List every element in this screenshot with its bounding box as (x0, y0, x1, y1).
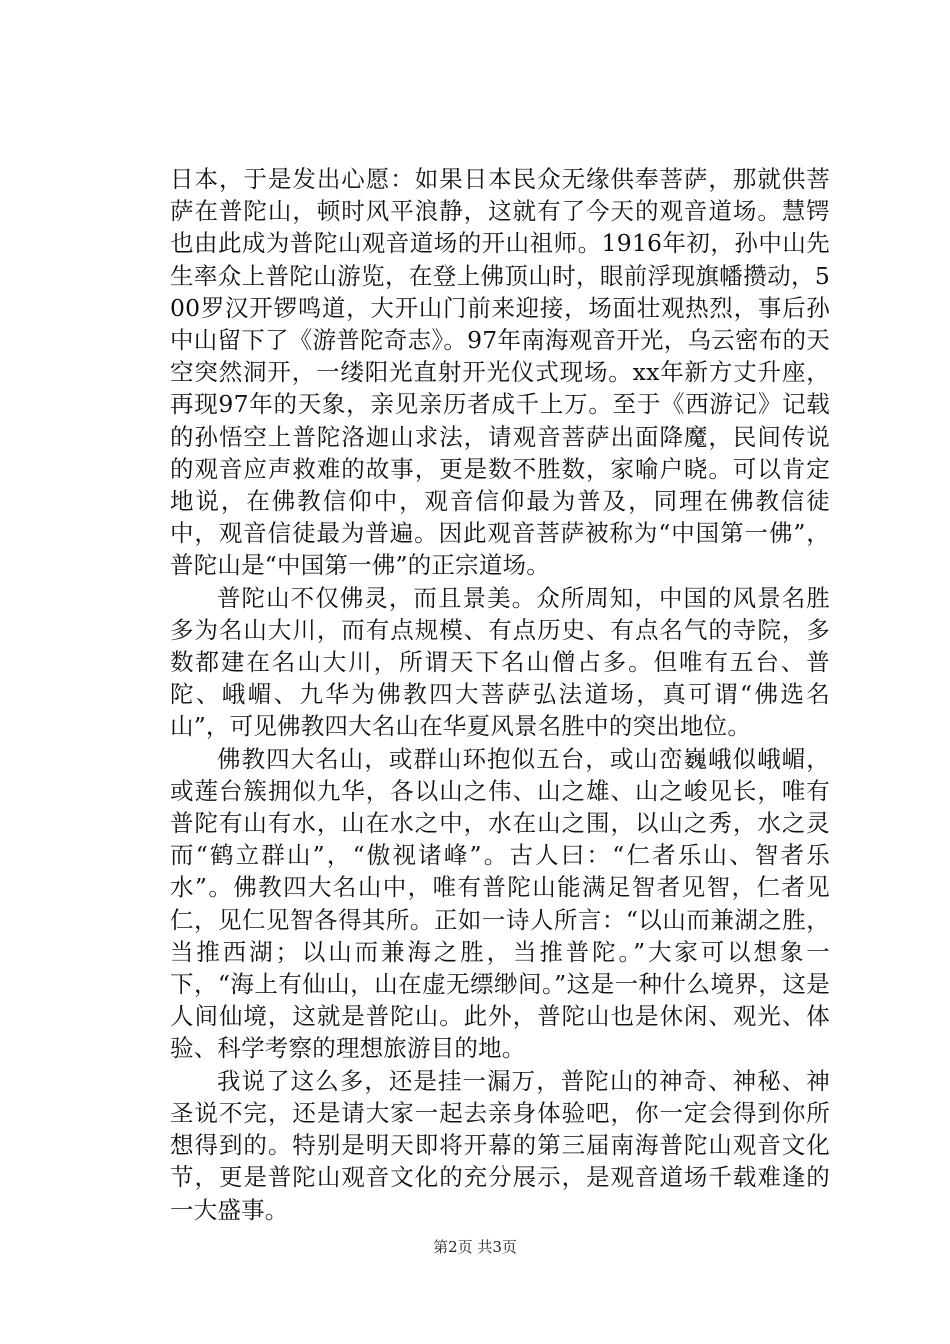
paragraph-1: 日本，于是发出心愿：如果日本民众无缘供奉菩萨，那就供菩萨在普陀山，顿时风平浪静，这就有了今天的观音道场。慧锷也由此成为普陀山观音道场的开山祖师。1916年初，孙中山先生率众上普陀山游览，在登上佛顶山时，眼前浮现旗幡攒动，500罗汉开锣鸣道，大开山门前来迎接，场面壮观热烈，事后孙中山留下了《游普陀奇志》。97年南海观音开光，乌云密布的天空突然洞开，一缕阳光直射开光仪式现场。xx年新方丈升座，再现97年的天象，亲见亲历者成千上万。至于《西游记》记载的孙悟空上普陀洛迦山求法，请观音菩萨出面降魔，民间传说的观音应声救难的故事，更是数不胜数，家喻户晓。可以肯定地说，在佛教信仰中，观音信仰最为普及，同理在佛教信徒中，观音信徒最为普遍。因此观音菩萨被称为“中国第一佛”，普陀山是“中国第一佛”的正宗道场。 (170, 165, 830, 580)
document-body (170, 163, 830, 1226)
paragraph-2: 普陀山不仅佛灵，而且景美。众所周知，中国的风景名胜多为名山大川，而有点规模、有点历史、有点名气的寺院，多数都建在名山大川，所谓天下名山僧占多。但唯有五台、普陀、峨嵋、九华为佛教四大菩萨弘法道场，真可谓“佛选名山”，可见佛教四大名山在华夏风景名胜中的突出地位。 (170, 583, 830, 741)
paragraph-3: 佛教四大名山，或群山环抱似五台，或山峦巍峨似峨嵋，或莲台簇拥似九华，各以山之伟、山之雄、山之峻见长，唯有普陀有山有水，山在水之中，水在山之围，以山之秀，水之灵而“鹤立群山”，“傲视诸峰”。古人曰：“仁者乐山、智者乐水”。佛教四大名山中，唯有普陀山能满足智者见智，仁者见仁，见仁见智各得其所。正如一诗人所言：“以山而兼湖之胜，当推西湖；以山而兼海之胜，当推普陀。”大家可以想象一下，“海上有仙山，山在虚无缥缈间。”这是一种什么境界，这是人间仙境，这就是普陀山。此外，普陀山也是休闲、观光、体验、科学考察的理想旅游目的地。 (170, 744, 830, 1063)
paragraph-4: 我说了这么多，还是挂一漏万，普陀山的神奇、神秘、神圣说不完，还是请大家一起去亲身体验吧，你一定会得到你所想得到的。特别是明天即将开幕的第三届南海普陀山观音文化节，更是普陀山观音文化的充分展示，是观音道场千载难逢的一大盛事。 (170, 1066, 830, 1224)
page-number-footer: 第2页 共3页 (433, 1238, 517, 1256)
